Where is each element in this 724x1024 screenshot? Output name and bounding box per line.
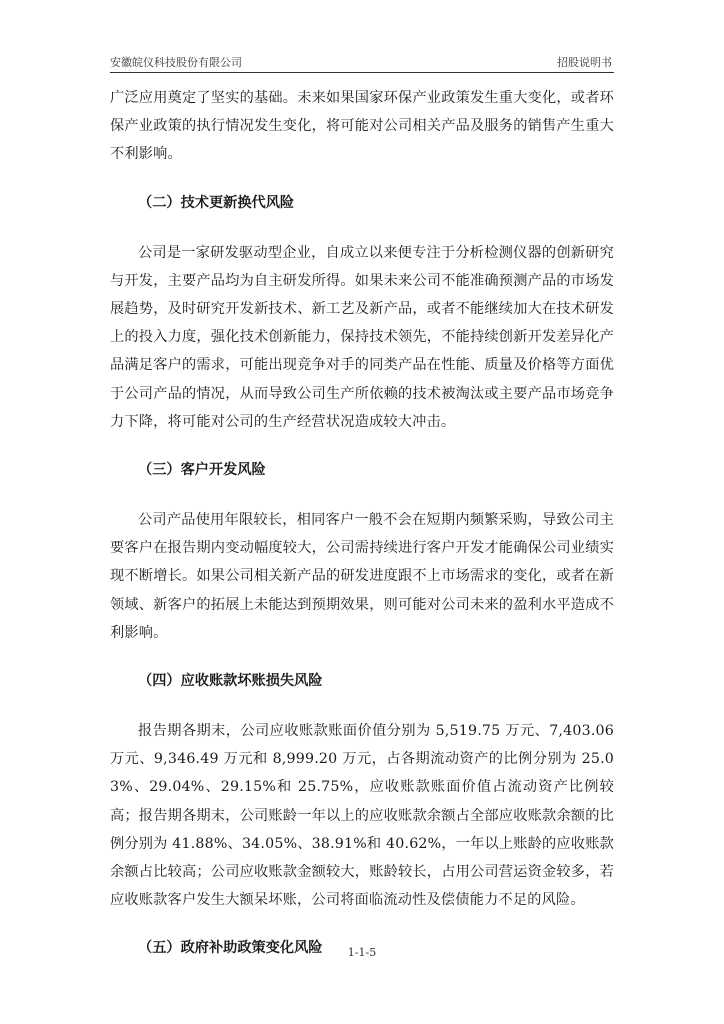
page-number: 1-1-5 — [347, 946, 377, 959]
section-heading-subsidy-risk: （五）政府补助政策变化风险 — [138, 940, 323, 957]
header-document-type: 招股说明书 — [557, 56, 612, 69]
section-heading-tech-risk: （二）技术更新换代风险 — [138, 194, 295, 211]
header-company-name: 安徽皖仪科技股份有限公司 — [110, 56, 242, 69]
section-body-receivables-risk: 报告期各期末，公司应收账款账面价值分别为 5,519.75 万元、7,403.06 万元、9,346.49 万元和 8,999.20 万元，占各期流动资产的比例分别为 25.03%、29.04%、29.15%和 25.75%，应收账款账面价值占流动资产比例较高；报告期各期末，公司账龄一年以上的应收账款余额占全部应收账款余额的比例分别为 41.88%、34.05%、38.91%和 40.62%，一年以上账龄的应收账款余额占比较高；公司应收账款金额较大，账龄较长，占用公司营运资金较多，若应收账款客户发生大额呆坏账，公司将面临流动性及偿债能力不足的风险。 — [110, 723, 614, 909]
section-heading-customer-risk: （三）客户开发风险 — [138, 462, 266, 479]
page-header — [110, 50, 614, 73]
section-body-customer-risk: 公司产品使用年限较长，相同客户一般不会在短期内频繁采购，导致公司主要客户在报告期内变动幅度较大，公司需持续进行客户开发才能确保公司业绩实现不断增长。如果公司相关新产品的研发进度跟不上市场需求的变化，或者在新领域、新客户的拓展上未能达到预期效果，则可能对公司未来的盈利水平造成不利影响。 — [110, 512, 614, 641]
intro-paragraph: 广泛应用奠定了坚实的基础。未来如果国家环保产业政策发生重大变化，或者环保产业政策的执行情况发生变化，将可能对公司相关产品及服务的销售产生重大不利影响。 — [110, 90, 614, 163]
section-heading-receivables-risk: （四）应收账款坏账损失风险 — [138, 673, 323, 690]
section-body-tech-risk: 公司是一家研发驱动型企业，自成立以来便专注于分析检测仪器的创新研究与开发，主要产品均为自主研发所得。如果未来公司不能准确预测产品的市场发展趋势，及时研究开发新技术、新工艺及新产品，或者不能继续加大在技术研发上的投入力度，强化技术创新能力，保持技术领先，不能持续创新开发差异化产品满足客户的需求，可能出现竞争对手的同类产品在性能、质量及价格等方面优于公司产品的情况，从而导致公司生产所依赖的技术被淘汰或主要产品市场竞争力下降，将可能对公司的生产经营状况造成较大冲击。 — [110, 244, 614, 430]
page-body — [110, 84, 614, 962]
